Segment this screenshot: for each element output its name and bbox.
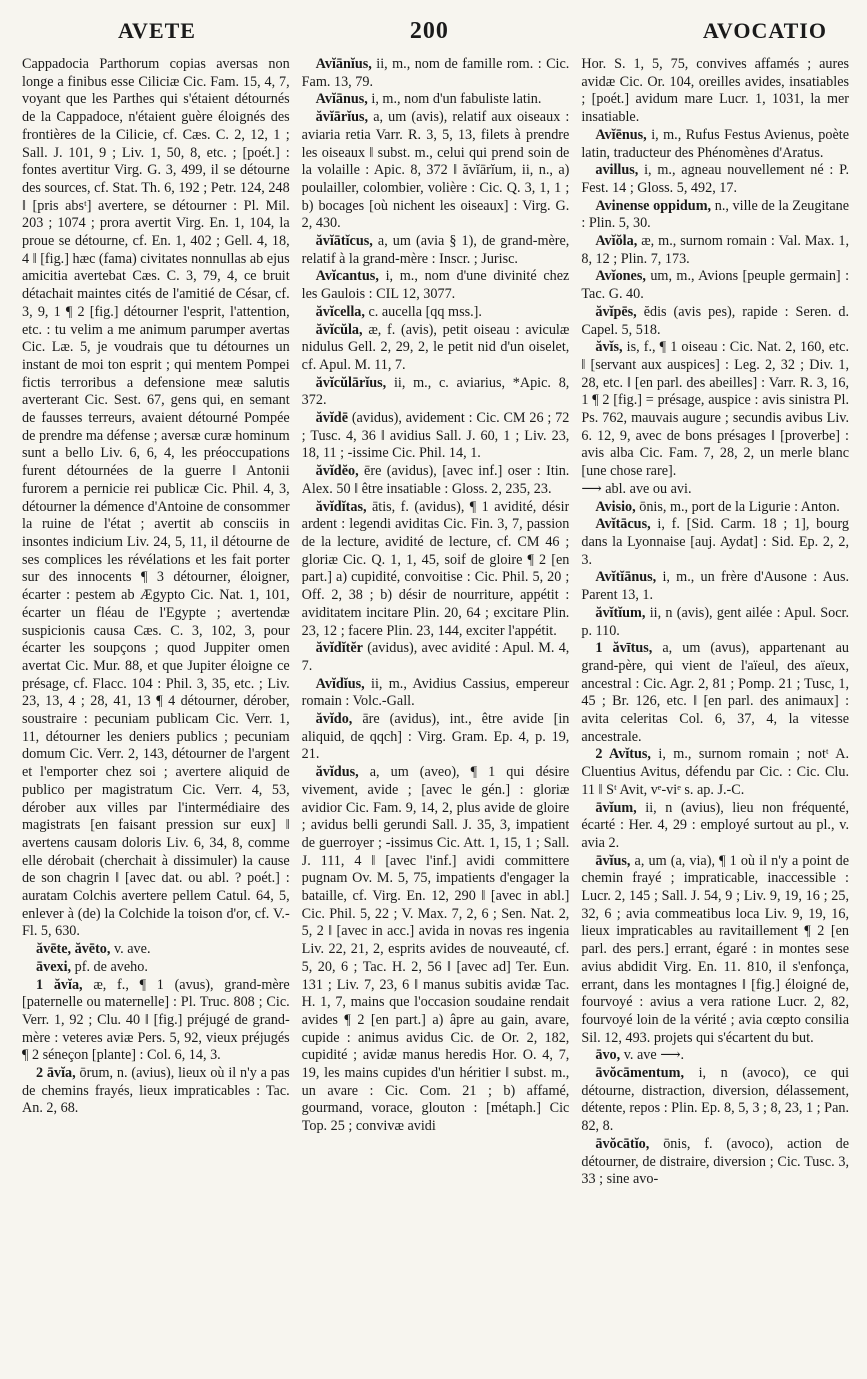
dictionary-entry bbox=[581, 268, 849, 303]
entry-headword: Avĭānus, bbox=[315, 91, 368, 108]
entry-definition: n., ville de la Zeugitane : Plin. 5, 30. bbox=[581, 197, 849, 232]
column-left bbox=[22, 56, 290, 1376]
entry-definition: um, m., Avions [peuple germain] : Tac. G. 40. bbox=[581, 268, 849, 303]
dictionary-entry bbox=[302, 91, 570, 109]
dictionary-entry bbox=[302, 640, 570, 675]
dictionary-entry bbox=[581, 569, 849, 604]
header-left: AVETE bbox=[118, 18, 196, 43]
column-middle bbox=[302, 56, 570, 1376]
dictionary-entry bbox=[581, 56, 849, 127]
entry-headword: Avĭcantus, bbox=[315, 268, 379, 285]
entry-headword: 1 ăvītus, bbox=[595, 640, 653, 657]
entry-headword: ăvĭdē bbox=[315, 410, 348, 427]
header-right: AVOCATIO bbox=[702, 18, 827, 43]
entry-definition: c. aucella [qq mss.]. bbox=[368, 303, 482, 320]
dictionary-entry bbox=[581, 605, 849, 640]
entry-definition: a, um (avis), relatif aux oiseaux : aviaria retia Varr. R. 3, 5, 13, filets à prendre les oiseaux ‖ subst. m., celui qui prend soin de la volaille : Apic. 8, 372 ‖ ăvĭārĭum, ii, n., a) poulailler, colombier, volière : Cic. Q. 3, 1, 1 ; b) bocages [où nichent les oiseaux] : Virg. G. 2, 430. bbox=[301, 109, 570, 232]
entry-definition: æ, f. (avis), petit oiseau : aviculæ nidulus Gell. 2, 29, 2, le petit nid d'un oiselet, cf. Apul. M. 11, 7. bbox=[301, 321, 570, 373]
entry-definition: v. ave ⟶. bbox=[623, 1047, 685, 1064]
entry-definition: a, um (avia § 1), de grand-mère, relatif à la grand-mère : Inscr. ; Jurisc. bbox=[301, 233, 570, 267]
dictionary-entry bbox=[581, 339, 849, 481]
dictionary-entry bbox=[581, 198, 849, 233]
dictionary-entry bbox=[302, 499, 570, 641]
entry-definition: ātis, f. (avidus), ¶ 1 avidité, désir ardent : legendi aviditas Cic. Fin. 3, 7, passion de la lecture, avidité de lecture, cf. CM 46 ; gloriæ Cic. Q. 1, 1, 45, soif de gloire ¶ 2 [en part.] a) cupidité, convoitise : Cic. Phil. 5, 20 ; Off. 2, 38 ; b) désir de nourriture, appétit : aviditatem incitare Plin. 20, 64 ; excitare Plin. 23, 12 ; facere Plin. 23, 144, exciter l'appétit. bbox=[301, 498, 570, 639]
entry-definition: ii, m., Avidius Cassius, empereur romain : Volc.-Gall. bbox=[301, 675, 570, 710]
entry-headword: Avĭtĭānus, bbox=[595, 569, 657, 586]
entry-headword: ăvĭdus, bbox=[315, 764, 359, 781]
entry-headword: ăvĭcella, bbox=[315, 303, 365, 320]
dictionary-entry bbox=[581, 162, 849, 197]
entry-definition: (avidus), avec avidité : Apul. M. 4, 7. bbox=[301, 640, 570, 674]
dictionary-entry bbox=[302, 304, 570, 322]
entry-definition: i, m., nom d'une divinité chez les Gaulois : CIL 12, 3077. bbox=[301, 268, 570, 303]
dictionary-entry bbox=[302, 463, 570, 498]
entry-headword: ăvĭārĭus, bbox=[315, 109, 369, 126]
entry-headword: Avĭānĭus, bbox=[315, 56, 372, 72]
entry-headword: 1 ăvĭa, bbox=[36, 976, 83, 993]
dictionary-entry bbox=[302, 410, 570, 463]
entry-headword: Avisio, bbox=[595, 498, 636, 515]
dictionary-entry bbox=[302, 268, 570, 303]
dictionary-entry bbox=[22, 959, 290, 977]
entry-definition: ii, m., c. aviarius, *Apic. 8, 372. bbox=[301, 374, 570, 409]
dictionary-entry bbox=[581, 1065, 849, 1136]
entry-definition: ōrum, n. (avius), lieux où il n'y a pas de chemins frayés, lieux impraticables : Tac. An. 2, 68. bbox=[22, 1065, 290, 1117]
entry-definition: a, um (avus), appartenant au grand-père, qui vient de l'aïeul, des aïeux, ancestral : Cic. Agr. 2, 81 ; Pomp. 21 ; Tusc, 1, 45 ; Br. 126, etc. ‖ [en parl. des animaux] : avita celeritas Col. 6, 37, 4, la vitesse ancestrale. bbox=[581, 640, 849, 745]
entry-headword: Avinense oppidum, bbox=[595, 197, 712, 214]
dictionary-entry bbox=[302, 375, 570, 410]
dictionary-entry bbox=[581, 499, 849, 517]
entry-headword: ăvĭcŭla, bbox=[315, 321, 363, 338]
entry-definition: ĕdis (avis pes), rapide : Seren. d. Capel. 5, 518. bbox=[581, 303, 849, 338]
entry-headword: Avĭēnus, bbox=[595, 126, 647, 143]
entry-headword: ăvēte, ăvēto, bbox=[36, 941, 111, 958]
entry-definition: ii, n (avius), lieu non fréquenté, écarté : Her. 4, 29 : employé surtout au pl., v. avia 2. bbox=[581, 799, 849, 851]
entry-headword: āvo, bbox=[595, 1047, 621, 1064]
dictionary-entry bbox=[581, 1047, 849, 1065]
column-right bbox=[581, 56, 849, 1376]
dictionary-entry bbox=[581, 481, 849, 499]
entry-definition: ii, n (avis), gent ailée : Apul. Socr. p. 110. bbox=[581, 604, 849, 639]
entry-definition: is, f., ¶ 1 oiseau : Cic. Nat. 2, 160, etc. ‖ [servant aux auspices] : Leg. 2, 32 ; Div. 1, 28, etc. ‖ [en parl. des abeilles] : Varr. R. 3, 16, 1 ¶ 2 [fig.] = présage, auspice : avis sinistra Pl. Ps. 762, mauvais augure ; secundis avibus Liv. 6. 12, 9, avec de bons présages ‖ [proverbe] : avis alba Cic. Fam. 7, 28, 2, un merle blanc [une chose rare]. bbox=[581, 339, 849, 480]
entry-definition: i, m., un frère d'Ausone : Aus. Parent 13, 1. bbox=[581, 569, 849, 604]
dictionary-entry bbox=[302, 233, 570, 268]
entry-headword: Avĭtācus, bbox=[595, 516, 651, 533]
dictionary-entry bbox=[302, 322, 570, 375]
page-number: 200 bbox=[409, 18, 449, 44]
entry-definition: Cappadocia Parthorum copias aversas non longe a finibus esse Ciliciæ Cic. Fam. 15, 4, 7, voyant que les Parthes qui s'étaient détournés de la Cappadoce, n'étaient guère éloignés des frontières de la Cilicie, cf. Cæs. C. 2, 12, 1 ; Sall. J. 101, 9 ; Liv. 1, 50, 8, etc. ; [poét.] : fontes avertitur Virg. G. 3, 499, il se détourne des sources, cf. Stat. Th. 6, 192 ; Petr. 124, 248 ‖ [pris absᵗ] avertere, se détourner : Pl. Mil. 203 ; 1074 ; prora avertit Virg. En. 1, 104, la proue se détourne, cf. En. 1, 402 ; Gell. 4, 18, 4 ‖ [fig.] hæc (fama) civitates nonnullas ab ejus amicitia avertebat Cæs. C. 3, 79, 4, ce bruit détachait maintes cités de l'amitié de César, cf. 3, 9, 1 ¶ 2 [fig.] détourner l'esprit, l'attention, etc. : tu velim a me animum parumper avertas Cic. Læ. 5, je voudrais que tu détournes un instant de moi ton esprit ; qui mentem Pompei fictis terroribus a defensione meæ salutis averterant Cic. Sest. 67, gens qui, en semant de fausses terreurs, avaient détourné Pompée de prendre ma défense ; aversæ curæ hominum sunt a bello Liv. 6, 6, 4, les préoccupations furent détournées de la guerre ‖ Antonii furorem a pernicie rei publicæ Cic. Phil. 4, 3, détourner la démence d'Antoine de consommer la ruine de l'état ; avertit ab consciis in insontes indicium Liv. 24, 5, 11, il détourne de ses complices les révélations et les fait porter sur des innocents ¶ 3 détourner, éloigner, écarter : pestem ab Ægypto Cic. Nat. 1, 101, écarter un fléau de l'Egypte ; avertendæ suspicionis causa Cæs. C. 3, 102, 3, pour écarter les soupçons ; quod Juppiter omen avertat Cic. Mur. 88, et que Jupiter éloigne ce présage, cf. Flacc. 104 : Phil. 3, 35, etc. ; Liv. 23, 13, 4 ; 28, 41, 13 ¶ 4 détourner, dérober, soustraire : pecuniam publicam Cic. Verr. 1, 11, détourner les deniers publics ; pecuniam domum Cic. Verr. 2, 143, détourner de l'argent et l'emporter chez soi ; avertere aliquid de publico per magistratum Cic. Verr. 4, 53, dérober aux villes par l'intermédiaire des magistrats [en faisant pression sur eux] ‖ avertens causam doloris Liv. 6, 34, 8, comme elle dérobait (cherchait à dissimuler) la cause de son chagrin ‖ [avec dat. ou abl. ? poét.] : auratam Colchis avertere pellem Catul. 64, 5, enlever à (de) la Colchide la toison d'or, cf. V.-Fl. 5, 630. bbox=[22, 56, 290, 940]
columns bbox=[22, 56, 849, 1376]
entry-headword: ăvĭdo, bbox=[315, 711, 353, 728]
entry-definition: i, m., Rufus Festus Avienus, poète latin, traducteur des Phénomènes d'Aratus. bbox=[581, 126, 849, 161]
entry-headword: āvexi, bbox=[36, 958, 72, 975]
dictionary-entry bbox=[22, 941, 290, 959]
entry-headword: ăvĭpēs, bbox=[595, 303, 637, 320]
entry-definition: (avidus), avidement : Cic. CM 26 ; 72 ; Tusc. 4, 36 ‖ avidius Sall. J. 60, 1 ; Liv. 23, 18, 11 ; -issime Cic. Phil. 14, 1. bbox=[301, 410, 570, 462]
entry-headword: ăvĭtĭum, bbox=[595, 604, 646, 621]
entry-definition: i, m., nom d'un fabuliste latin. bbox=[371, 91, 542, 108]
dictionary-entry bbox=[581, 304, 849, 339]
entry-definition: Hor. S. 1, 5, 75, convives affamés ; aures avidæ Cic. Or. 104, oreilles avides, insatiables ; [poét.] avidum mare Lucr. 1, 1031, la mer insatiable. bbox=[581, 56, 849, 126]
entry-headword: ăvĭcŭlārĭus, bbox=[315, 374, 387, 391]
dictionary-entry bbox=[302, 56, 570, 91]
entry-definition: æ, f., ¶ 1 (avus), grand-mère [paternelle ou maternelle] : Pl. Truc. 808 ; Cic. Verr. 1, 92 ; Clu. 40 ‖ [fig.] préjugé de grand-mère : veteres aviæ Pers. 5, 92, vieux préjugés ¶ 2 séneçon [plante] : Col. 6, 14, 3. bbox=[22, 976, 290, 1064]
dictionary-entry bbox=[302, 109, 570, 233]
entry-headword: ăvĭdĕo, bbox=[315, 463, 359, 480]
dictionary-entry bbox=[581, 800, 849, 853]
entry-definition: ii, m., nom de famille rom. : Cic. Fam. 13, 79. bbox=[301, 56, 570, 90]
running-head bbox=[22, 18, 849, 56]
dictionary-entry bbox=[302, 764, 570, 1136]
entry-headword: Avĭŏla, bbox=[595, 233, 638, 250]
entry-headword: ăvĭātĭcus, bbox=[315, 233, 373, 250]
dictionary-entry bbox=[581, 516, 849, 569]
entry-headword: āvŏcātĭo, bbox=[595, 1135, 650, 1152]
entry-headword: āvŏcāmentum, bbox=[595, 1065, 685, 1082]
entry-definition: i, m., agneau nouvellement né : P. Fest. 14 ; Gloss. 5, 492, 17. bbox=[581, 162, 849, 196]
dictionary-entry bbox=[581, 853, 849, 1048]
entry-headword: 2 āvĭa, bbox=[36, 1065, 76, 1082]
entry-definition: i, f. [Sid. Carm. 18 ; 1], bourg dans la Lyonnaise [auj. Aydat] : Sid. Ep. 2, 2, 3. bbox=[581, 516, 849, 568]
entry-headword: ăvĭs, bbox=[595, 339, 623, 356]
entry-headword: ăvĭdĭtĕr bbox=[315, 640, 363, 657]
entry-definition: ⟶ abl. ave ou avi. bbox=[581, 480, 692, 497]
entry-definition: æ, m., surnom romain : Val. Max. 1, 8, 12 ; Plin. 7, 173. bbox=[581, 233, 849, 267]
entry-definition: i, m., surnom romain ; notᵗ A. Cluentius Avitus, défendu par Cic. : Cic. Clu. 11 ‖ Sᵗ Avit, vᵉ-viᵉ s. ap. J.-C. bbox=[581, 746, 849, 798]
entry-headword: Avĭones, bbox=[595, 268, 646, 285]
dictionary-entry bbox=[581, 746, 849, 799]
dictionary-entry bbox=[581, 640, 849, 746]
dictionary-entry bbox=[22, 56, 290, 941]
entry-headword: āvĭus, bbox=[595, 852, 631, 869]
entry-headword: āvĭum, bbox=[595, 799, 637, 816]
dictionary-entry bbox=[22, 1065, 290, 1118]
entry-definition: ōnis, f. (avoco), action de détourner, de distraire, diversion ; Cic. Tusc. 3, 33 ; sine avo- bbox=[581, 1135, 849, 1188]
entry-definition: pf. de aveho. bbox=[74, 958, 148, 975]
entry-definition: āre (avidus), int., être avide [in aliquid, de qqch] : Virg. Gram. Ep. 4, p. 19, 21. bbox=[301, 711, 570, 763]
entry-definition: a, um (aveo), ¶ 1 qui désire vivement, avide ; [avec le gén.] : gloriæ avidior Cic. Fam. 9, 14, 2, plus avide de gloire ; avidus belli gerundi Sall. J. 35, 3, impatient de guerroyer ; -issimus Cic. Att. 1, 15, 1 ; Sall. J. 111, 4 ‖ [avec l'inf.] avidi committere pugnam Ov. M. 5, 75, impatients d'engager la bataille, cf. Virg. En. 12, 290 ‖ [avec in abl.] Cic. Phil. 5, 22 ; V. Max. 7, 2, 6 ; Sen. Nat. 2, 5, 2 ‖ [avec in acc.] avida in novas res ingenia Liv. 22, 21, 2, esprits avides de nouveauté, cf. 5, 20, 6 ; Tac. H. 2, 56 ‖ [avec ad] Ter. Eun. 131 ; Liv. 7, 23, 6 ‖ manus subitis avidæ Tac. H. 1, 7, mains que l'occasion soudaine rendait avides ¶ 2 [en part.] a) âpre au gain, avare, cupide : animus avidus Cic. de Or. 2, 182, cupidité ; avidæ manus heredis Hor. O. 4, 7, 19, les mains cupides d'un héritier ‖ subst. m., un avare : Cic. Com. 21 ; b) affamé, gourmand, vorace, glouton : [métaph.] Cic Top. 25 ; convivæ avidi bbox=[301, 764, 570, 1135]
entry-headword: 2 Avĭtus, bbox=[595, 746, 651, 763]
dictionary-entry bbox=[302, 676, 570, 711]
entry-definition: i, n (avoco), ce qui détourne, distraction, diversion, délassement, détente, repos : Plin. Ep. 8, 5, 3 ; 8, 23, 1 ; Pan. 82, 8. bbox=[581, 1065, 849, 1135]
entry-definition: ōnis, m., port de la Ligurie : Anton. bbox=[639, 498, 840, 515]
dictionary-entry bbox=[22, 977, 290, 1066]
dictionary-entry bbox=[302, 711, 570, 764]
entry-definition: v. ave. bbox=[114, 941, 151, 958]
entry-headword: Avĭdĭus, bbox=[315, 675, 365, 692]
entry-definition: ēre (avidus), [avec inf.] oser : Itin. Alex. 50 ‖ être insatiable : Gloss. 2, 235, 23. bbox=[301, 463, 570, 497]
dictionary-entry bbox=[581, 127, 849, 162]
dictionary-entry bbox=[581, 1136, 849, 1189]
entry-headword: ăvĭdĭtas, bbox=[315, 498, 367, 515]
dictionary-entry bbox=[581, 233, 849, 268]
entry-definition: a, um (a, via), ¶ 1 où il n'y a point de chemin frayé ; impraticable, inaccessible : Lucr. 2, 145 ; Sall. J. 54, 9 ; Liv. 9, 19, 16 ; 25, 32, 6 ; avia commeatibus loca Liv. 9, 19, 16, lieux impraticables au ravitaillement ¶ 2 [en parl. des pers.] errant, égaré : in montes sese avius abdidit Virg. En. 11. 810, il s'enfonça, errant, dans les montagnes ‖ [fig.] éloigné de, fourvoyé : avius a vera ratione Lucr. 2, 82, fourvoyé loin de la vérité ; avia cœpto consilia Sil. 12, 493. projets qui s'écartent du but. bbox=[581, 852, 849, 1046]
entry-headword: avillus, bbox=[595, 162, 639, 179]
